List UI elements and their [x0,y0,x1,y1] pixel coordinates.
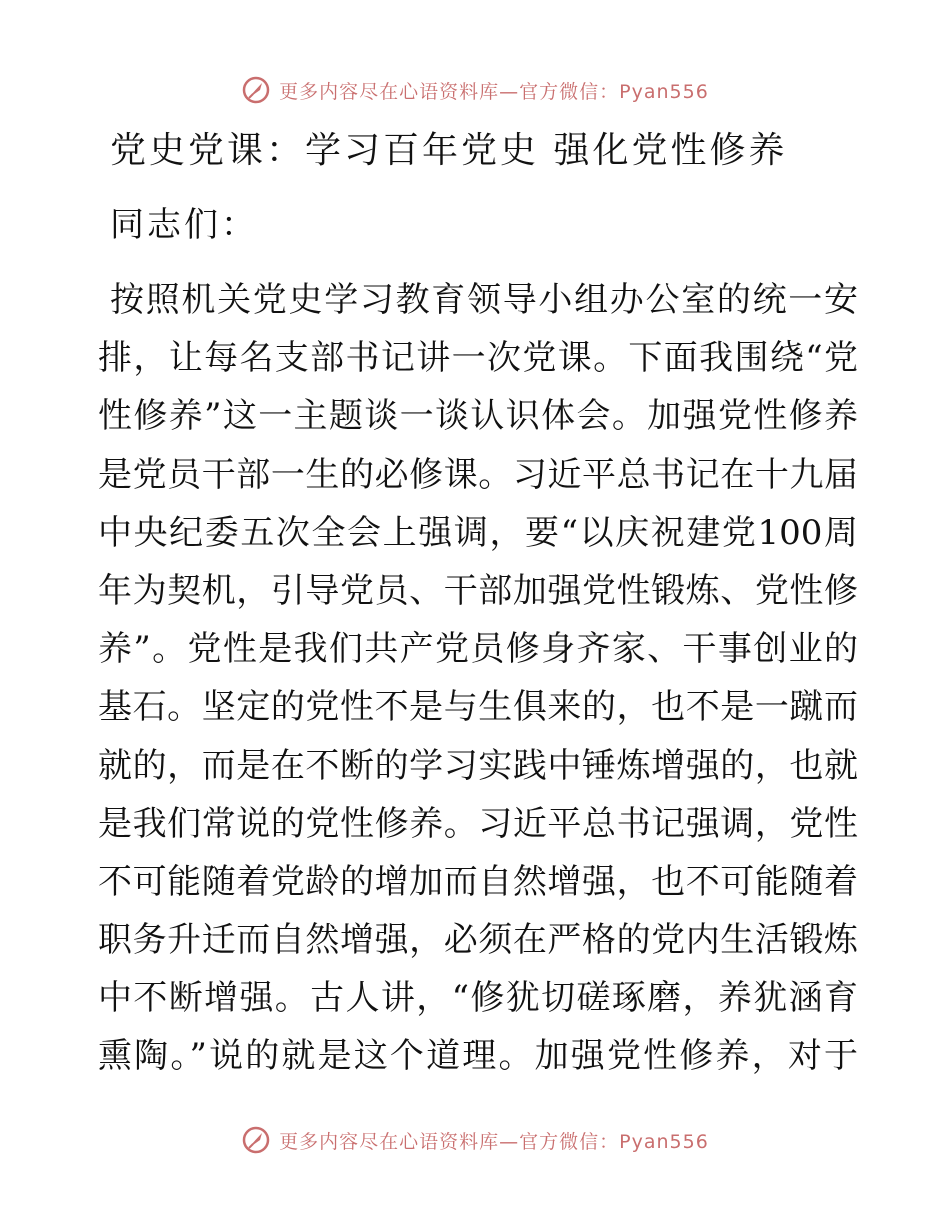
text-line: 按照机关党史学习教育领导小组办公室的统一安 [110,280,858,320]
greeting: 同志们： [110,205,258,245]
page-title: 党史党课：学习百年党史 强化党性修养 [110,130,788,171]
quill-logo-icon [241,75,271,105]
watermark-text: 更多内容尽在心语资料库—官方微信：Pyan556 [279,80,709,103]
text-line: 是党员干部一生的必修课。习近平总书记在十九届 [98,454,858,495]
text-line: 中央纪委五次全会上强调，要“以庆祝建党100周 [98,512,858,553]
text-line: 排，让每名支部书记讲一次党课。下面我围绕“党 [98,338,858,379]
text-line: 就的，而是在不断的学习实践中锤炼增强的，也就 [98,745,858,786]
text-line: 性修养”这一主题谈一谈认识体会。加强党性修养 [98,396,858,437]
text-line: 不可能随着党龄的增加而自然增强，也不可能随着 [98,861,858,902]
footer-watermark [0,1120,950,1160]
text-line: 年为契机，引导党员、干部加强党性锻炼、党性修 [98,570,858,611]
text-line: 熏陶。”说的就是这个道理。加强党性修养，对于 [98,1036,858,1077]
text-line: 是我们常说的党性修养。习近平总书记强调，党性 [98,803,858,844]
text-line: 养”。党性是我们共产党员修身齐家、干事创业的 [98,629,858,670]
text-line: 中不断增强。古人讲，“修犹切磋琢磨，养犹涵育 [98,978,858,1019]
text-line: 职务升迁而自然增强，必须在严格的党内生活锻炼 [98,920,858,961]
watermark-text: 更多内容尽在心语资料库—官方微信：Pyan556 [279,1130,709,1153]
text-line: 基石。坚定的党性不是与生俱来的，也不是一蹴而 [98,687,858,728]
quill-logo-icon [241,1125,271,1155]
header-watermark [0,70,950,110]
body-text [98,271,858,1086]
